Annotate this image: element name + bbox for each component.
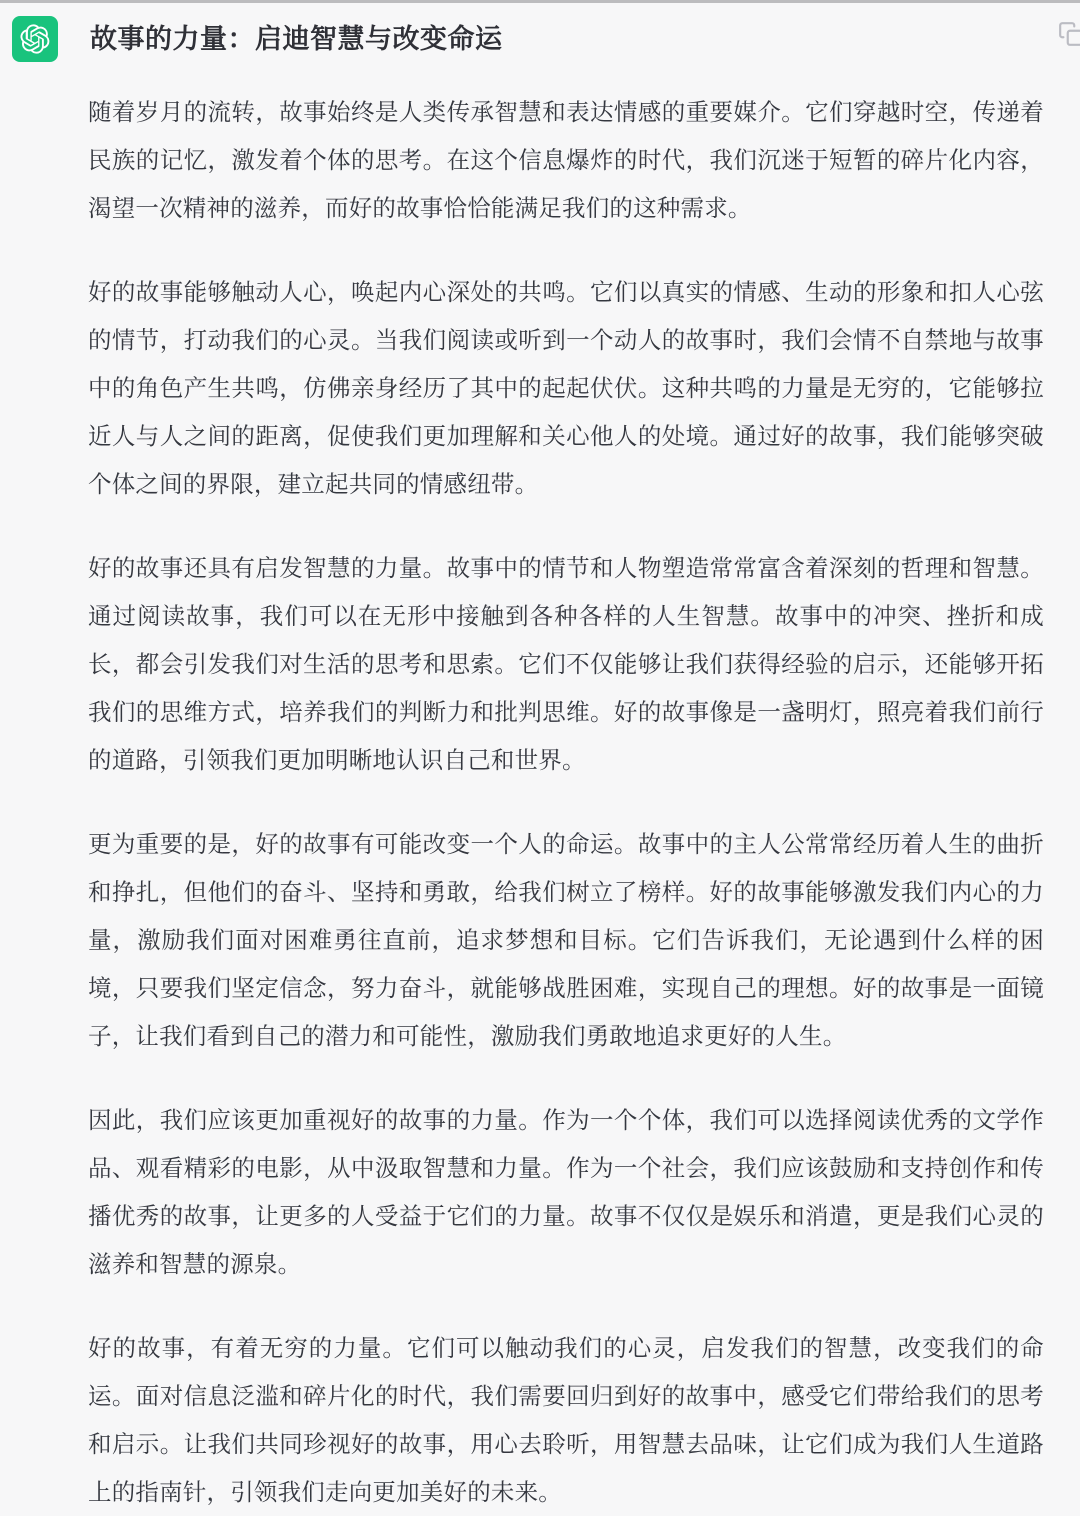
paragraph: 好的故事，有着无穷的力量。它们可以触动我们的心灵，启发我们的智慧，改变我们的命运。面对信息泛滥和碎片化的时代，我们需要回归到好的故事中，感受它们带给我们的思考和启示。让我们共同珍视好的故事，用心去聆听，用智慧去品味，让它们成为我们人生道路上的指南针，引领我们走向更加美好的未来。: [88, 1335, 1044, 1505]
openai-logo-icon: [12, 16, 58, 62]
message-body: [0, 62, 1080, 1516]
paragraph: 好的故事还具有启发智慧的力量。故事中的情节和人物塑造常常富含着深刻的哲理和智慧。通过阅读故事，我们可以在无形中接触到各种各样的人生智慧。故事中的冲突、挫折和成长，都会引发我们对生活的思考和思索。它们不仅能够让我们获得经验的启示，还能够开拓我们的思维方式，培养我们的判断力和批判思维。好的故事像是一盏明灯，照亮着我们前行的道路，引领我们更加明晰地认识自己和世界。: [88, 555, 1044, 773]
paragraph: 因此，我们应该更加重视好的故事的力量。作为一个个体，我们可以选择阅读优秀的文学作品、观看精彩的电影，从中汲取智慧和力量。作为一个社会，我们应该鼓励和支持创作和传播优秀的故事，让更多的人受益于它们的力量。故事不仅仅是娱乐和消遣，更是我们心灵的滋养和智慧的源泉。: [88, 1107, 1044, 1277]
paragraph: 更为重要的是，好的故事有可能改变一个人的命运。故事中的主人公常常经历着人生的曲折和挣扎，但他们的奋斗、坚持和勇敢，给我们树立了榜样。好的故事能够激发我们内心的力量，激励我们面对困难勇往直前，追求梦想和目标。它们告诉我们，无论遇到什么样的困境，只要我们坚定信念，努力奋斗，就能够战胜困难，实现自己的理想。好的故事是一面镜子，让我们看到自己的潜力和可能性，激励我们勇敢地追求更好的人生。: [88, 831, 1044, 1049]
assistant-message: [0, 3, 1080, 1516]
message-header: [0, 3, 1080, 62]
page-title: 故事的力量：启迪智慧与改变命运: [90, 24, 503, 54]
paragraph: 好的故事能够触动人心，唤起内心深处的共鸣。它们以真实的情感、生动的形象和扣人心弦的情节，打动我们的心灵。当我们阅读或听到一个动人的故事时，我们会情不自禁地与故事中的角色产生共鸣，仿佛亲身经历了其中的起起伏伏。这种共鸣的力量是无穷的，它能够拉近人与人之间的距离，促使我们更加理解和关心他人的处境。通过好的故事，我们能够突破个体之间的界限，建立起共同的情感纽带。: [88, 279, 1044, 497]
paragraph: 随着岁月的流转，故事始终是人类传承智慧和表达情感的重要媒介。它们穿越时空，传递着民族的记忆，激发着个体的思考。在这个信息爆炸的时代，我们沉迷于短暂的碎片化内容，渴望一次精神的滋养，而好的故事恰恰能满足我们的这种需求。: [88, 99, 1044, 221]
copy-icon[interactable]: [1058, 21, 1080, 51]
